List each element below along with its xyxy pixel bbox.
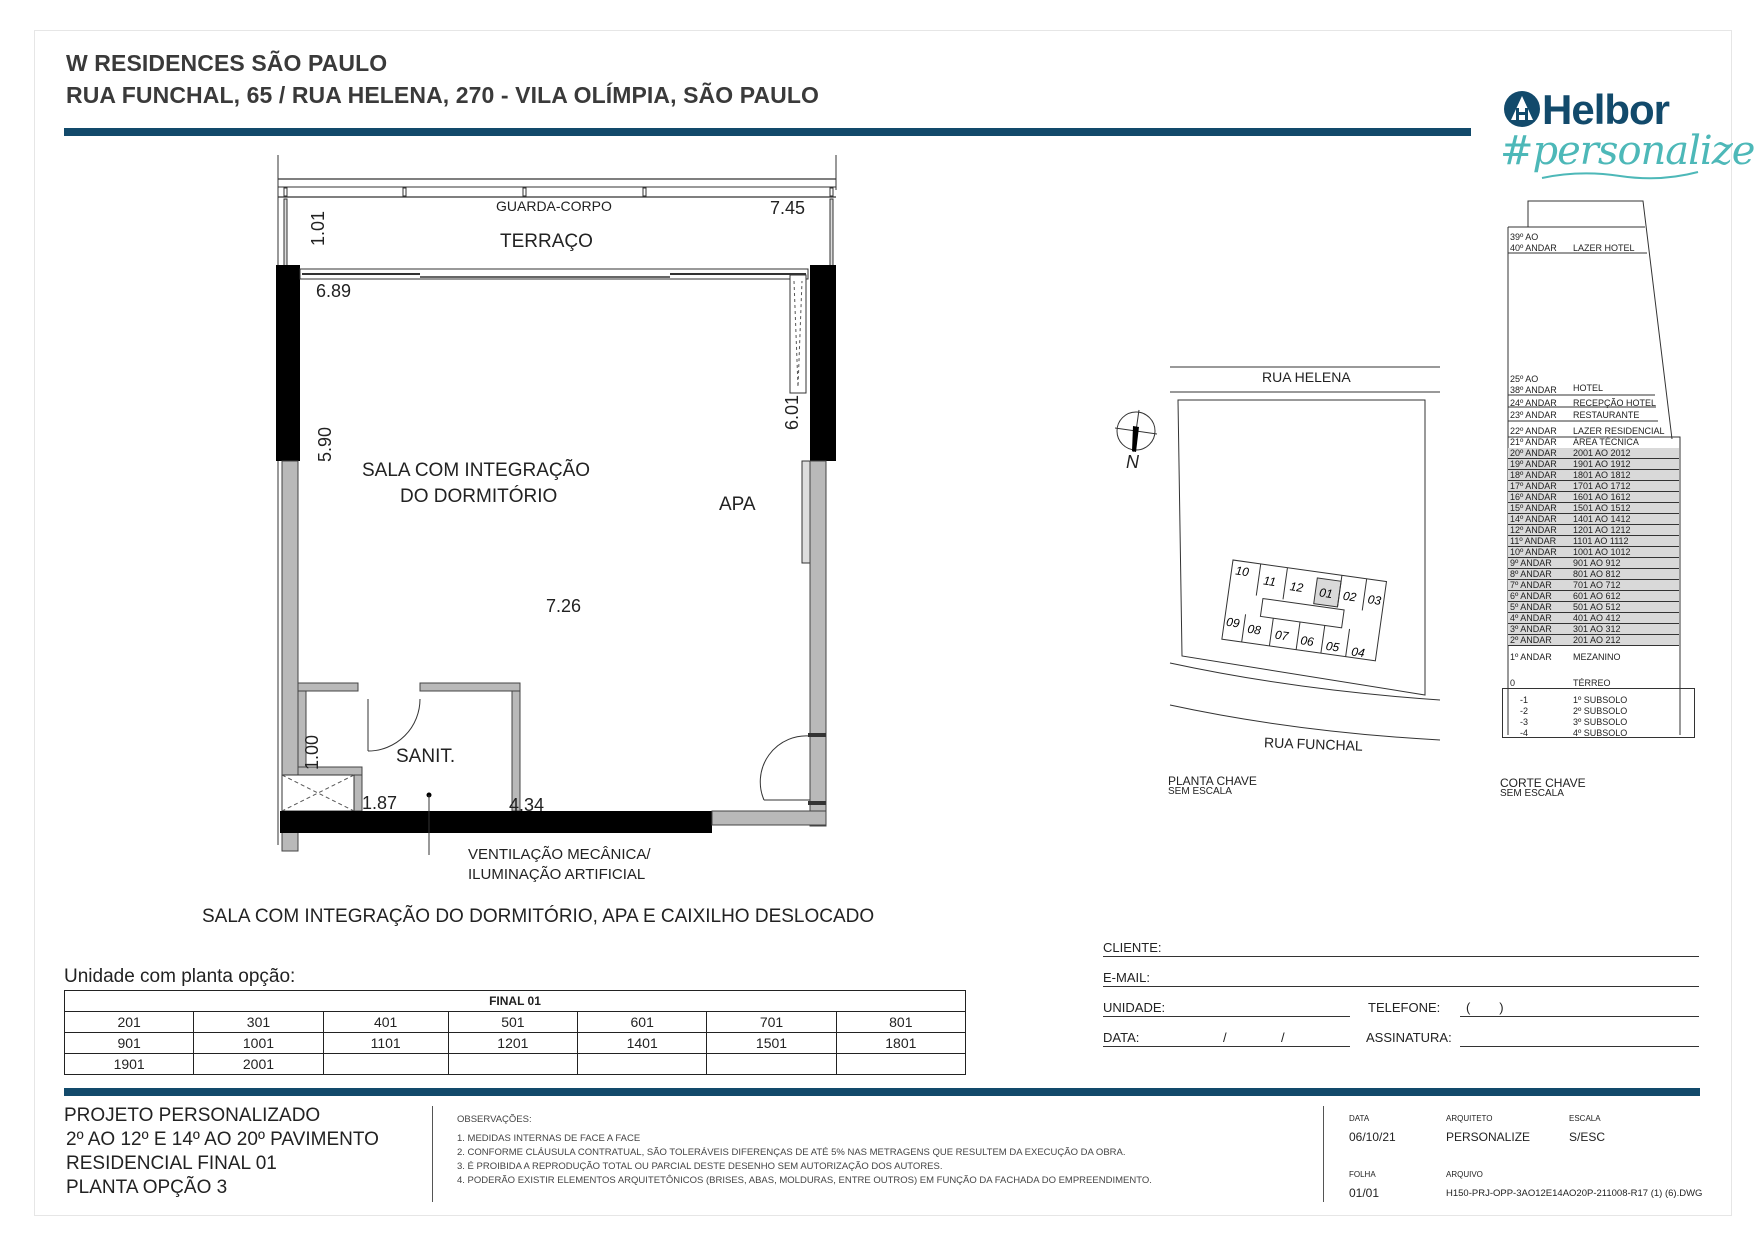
north-label: N — [1126, 452, 1139, 472]
project-line-2: 2º AO 12º E 14º AO 20º PAVIMENTO — [66, 1129, 379, 1150]
floor-1: 1º ANDAR — [1510, 652, 1552, 662]
svg-text:06: 06 — [1299, 633, 1315, 649]
use-recepcao-hotel: RECEPÇÃO HOTEL — [1573, 398, 1657, 408]
dim-sanit-width: 1.87 — [362, 793, 398, 813]
cliente-label: CLIENTE: — [1103, 940, 1162, 955]
svg-text:11: 11 — [1262, 573, 1277, 590]
brand-tagline: #personalize — [1500, 128, 1755, 174]
floor-row: 3º ANDAR 301 AO 312 — [1508, 624, 1679, 635]
unit-cell: 501 — [448, 1012, 577, 1033]
dim-terrace-width: 7.45 — [770, 198, 806, 218]
telefone-field[interactable] — [1460, 1016, 1699, 1017]
floor-b1: -1 — [1520, 695, 1529, 705]
floor-22: 22º ANDAR — [1510, 426, 1557, 436]
dim-room-left: 5.90 — [315, 426, 335, 462]
data-sep-2: / — [1281, 1030, 1285, 1045]
floor-25-38-b: 38º ANDAR — [1510, 385, 1557, 395]
unit-cell: 201 — [65, 1012, 194, 1033]
project-address: RUA FUNCHAL, 65 / RUA HELENA, 270 - VILA OLÍMPIA, SÃO PAULO — [66, 82, 820, 108]
unit-cell: 1901 — [65, 1054, 194, 1075]
email-label: E-MAIL: — [1103, 970, 1150, 985]
floor-25-38: 25º AO — [1510, 374, 1539, 384]
key-section-subtitle: SEM ESCALA — [1500, 788, 1564, 799]
floor-row: 18º ANDAR 1801 AO 1812 — [1508, 470, 1679, 481]
unit-cell: 301 — [194, 1012, 323, 1033]
units-heading: Unidade com planta opção: — [64, 966, 296, 987]
units-table-header: FINAL 01 — [65, 991, 966, 1012]
label-terraco: TERRAÇO — [500, 231, 593, 252]
unit-cell: 1101 — [323, 1033, 448, 1054]
floor-b2: -2 — [1520, 706, 1529, 716]
header-divider — [64, 128, 1471, 136]
label-apa: APA — [719, 494, 756, 515]
svg-text:09: 09 — [1225, 614, 1241, 631]
arquivo-label: ARQUIVO — [1446, 1170, 1483, 1179]
floor-row: 17º ANDAR 1701 AO 1712 — [1508, 481, 1679, 492]
floor-row: 10º ANDAR 1001 AO 1012 — [1508, 547, 1679, 558]
floor-row: 9º ANDAR 901 AO 912 — [1508, 558, 1679, 569]
data-label: DATA: — [1103, 1030, 1140, 1045]
floor-row: 19º ANDAR 1901 AO 1912 — [1508, 459, 1679, 470]
key-section-title: CORTE CHAVE — [1500, 776, 1586, 790]
floor-row: 15º ANDAR 1501 AO 1512 — [1508, 503, 1679, 514]
use-terreo: TÉRREO — [1573, 678, 1611, 688]
svg-text:03: 03 — [1366, 592, 1383, 608]
label-guarda-corpo: GUARDA-CORPO — [496, 198, 612, 214]
helbor-house-icon — [1503, 90, 1541, 128]
floor-0: 0 — [1510, 678, 1516, 688]
floor-row: 2º ANDAR 201 AO 212 — [1508, 635, 1679, 646]
table-row — [65, 1012, 966, 1033]
use-area-tecnica: ÁREA TÉCNICA — [1573, 437, 1639, 447]
use-b4: 4º SUBSOLO — [1573, 728, 1628, 738]
dim-bottom-wall: 4.34 — [509, 795, 545, 815]
unit-cell: 1401 — [578, 1033, 707, 1054]
footer-separator-1 — [432, 1106, 433, 1202]
svg-text:02: 02 — [1342, 588, 1358, 605]
brand-name: Helbor — [1542, 86, 1670, 133]
label-sala-line2: DO DORMITÓRIO — [400, 486, 558, 507]
dim-sanit-height: 1.00 — [302, 734, 322, 770]
key-plan-drawing — [1115, 360, 1445, 780]
arquiteto-label: ARQUITETO — [1446, 1114, 1493, 1123]
street-rua-funchal: RUA FUNCHAL — [1263, 734, 1364, 754]
floor-b4: -4 — [1520, 728, 1529, 738]
floor-23: 23º ANDAR — [1510, 410, 1557, 420]
unit-cell: 801 — [836, 1012, 965, 1033]
tagline-swash — [1540, 168, 1700, 182]
svg-text:08: 08 — [1246, 621, 1262, 638]
table-row — [65, 1033, 966, 1054]
data-meta-value: 06/10/21 — [1349, 1130, 1396, 1144]
use-b3: 3º SUBSOLO — [1573, 717, 1628, 727]
floor-b3: -3 — [1520, 717, 1529, 727]
unit-cell: 1001 — [194, 1033, 323, 1054]
email-field[interactable] — [1103, 986, 1699, 987]
use-mezanino: MEZANINO — [1573, 652, 1621, 662]
unit-cell: 701 — [707, 1012, 836, 1033]
label-ventilation-2: ILUMINAÇÃO ARTIFICIAL — [468, 866, 646, 883]
svg-text:01: 01 — [1318, 585, 1334, 602]
unit-cell — [448, 1054, 577, 1075]
assinatura-field[interactable] — [1460, 1046, 1699, 1047]
unit-cell — [578, 1054, 707, 1075]
label-sanit: SANIT. — [396, 746, 456, 767]
units-table — [64, 990, 966, 1075]
key-plan-subtitle: SEM ESCALA — [1168, 786, 1232, 797]
project-line-4: PLANTA OPÇÃO 3 — [66, 1177, 228, 1198]
floor-24: 24º ANDAR — [1510, 398, 1557, 408]
unidade-field[interactable] — [1103, 1016, 1350, 1017]
floor-plan-drawing — [270, 155, 850, 855]
escala-value: S/ESC — [1569, 1130, 1606, 1144]
project-line-1: PROJETO PERSONALIZADO — [64, 1105, 321, 1126]
table-row — [65, 1054, 966, 1075]
obs-2: 2. CONFORME CLÁUSULA CONTRATUAL, SÃO TOLERÁVEIS DIFERENÇAS DE ATÉ 5% NAS METRAGENS QUE RESULTEM DA EXECUÇÃO DA OBRA. — [457, 1147, 1126, 1158]
folha-value: 01/01 — [1349, 1186, 1380, 1200]
data-meta-label: DATA — [1349, 1114, 1370, 1123]
use-restaurante: RESTAURANTE — [1573, 410, 1640, 420]
unit-cell — [707, 1054, 836, 1075]
use-lazer-hotel: LAZER HOTEL — [1573, 243, 1635, 253]
dim-terrace-depth: 1.01 — [308, 210, 328, 246]
floor-39-40-b: 40º ANDAR — [1510, 243, 1557, 253]
footer-divider — [64, 1088, 1700, 1096]
svg-text:04: 04 — [1350, 644, 1366, 661]
data-field[interactable] — [1103, 1046, 1350, 1047]
floor-39-40: 39º AO — [1510, 232, 1539, 242]
obs-title: OBSERVAÇÕES: — [457, 1114, 532, 1125]
unit-cell: 1201 — [448, 1033, 577, 1054]
data-sep-1: / — [1223, 1030, 1227, 1045]
unit-cell — [836, 1054, 965, 1075]
svg-text:12: 12 — [1288, 579, 1305, 595]
svg-text:07: 07 — [1274, 627, 1290, 644]
label-ventilation-1: VENTILAÇÃO MECÂNICA/ — [468, 846, 651, 863]
dim-room-center: 7.26 — [546, 596, 582, 616]
assinatura-label: ASSINATURA: — [1366, 1030, 1452, 1045]
obs-1: 1. MEDIDAS INTERNAS DE FACE A FACE — [457, 1133, 641, 1144]
plan-caption: SALA COM INTEGRAÇÃO DO DORMITÓRIO, APA E CAIXILHO DESLOCADO — [202, 906, 875, 927]
arquiteto-value: PERSONALIZE — [1446, 1130, 1531, 1144]
floor-row: 12º ANDAR 1201 AO 1212 — [1508, 525, 1679, 536]
unit-cell — [323, 1054, 448, 1075]
obs-3: 3. É PROIBIDA A REPRODUÇÃO TOTAL OU PARCIAL DESTE DESENHO SEM AUTORIZAÇÃO DOS AUTORES. — [457, 1161, 943, 1172]
telefone-label: TELEFONE: — [1368, 1000, 1441, 1015]
project-title: W RESIDENCES SÃO PAULO — [66, 50, 388, 76]
floor-row: 14º ANDAR 1401 AO 1412 — [1508, 514, 1679, 525]
unidade-label: UNIDADE: — [1103, 1000, 1166, 1015]
floor-row: 16º ANDAR 1601 AO 1612 — [1508, 492, 1679, 503]
obs-4: 4. PODERÃO EXISTIR ELEMENTOS ARQUITETÔNICOS (BRISES, ABAS, MOLDURAS, ENTRE OUTROS) EM FUNÇÃO DA FACHADA DO EMPREENDIMENTO. — [457, 1175, 1152, 1186]
use-lazer-residencial: LAZER RESIDENCIAL — [1573, 426, 1665, 436]
unit-cell: 1501 — [707, 1033, 836, 1054]
use-hotel: HOTEL — [1573, 383, 1604, 393]
floor-row: 4º ANDAR 401 AO 412 — [1508, 613, 1679, 624]
street-rua-helena: RUA HELENA — [1262, 369, 1351, 385]
use-b2: 2º SUBSOLO — [1573, 706, 1628, 716]
floor-row: 7º ANDAR 701 AO 712 — [1508, 580, 1679, 591]
floor-row: 20º ANDAR 2001 AO 2012 — [1508, 448, 1679, 459]
dim-room-top: 6.89 — [316, 281, 352, 301]
telefone-parens: ( ) — [1466, 1000, 1504, 1015]
cliente-field[interactable] — [1103, 956, 1699, 957]
floor-21: 21º ANDAR — [1510, 437, 1557, 447]
floor-row: 11º ANDAR 1101 AO 1112 — [1508, 536, 1679, 547]
svg-text:05: 05 — [1324, 638, 1341, 655]
unit-cell: 2001 — [194, 1054, 323, 1075]
floor-row: 6º ANDAR 601 AO 612 — [1508, 591, 1679, 602]
folha-label: FOLHA — [1349, 1170, 1376, 1179]
floor-row: 5º ANDAR 501 AO 512 — [1508, 602, 1679, 613]
unit-cell: 401 — [323, 1012, 448, 1033]
use-b1: 1º SUBSOLO — [1573, 695, 1628, 705]
floor-row: 8º ANDAR 801 AO 812 — [1508, 569, 1679, 580]
dim-room-right: 6.01 — [782, 394, 802, 430]
svg-text:10: 10 — [1234, 563, 1250, 580]
label-sala-line1: SALA COM INTEGRAÇÃO — [362, 460, 591, 481]
key-plan-title: PLANTA CHAVE — [1168, 774, 1257, 788]
arquivo-value: H150-PRJ-OPP-3AO12E14AO20P-211008-R17 (1) (6).DWG — [1446, 1188, 1703, 1199]
unit-cell: 901 — [65, 1033, 194, 1054]
project-line-3: RESIDENCIAL FINAL 01 — [66, 1153, 277, 1174]
unit-cell: 1801 — [836, 1033, 965, 1054]
unit-cell: 601 — [578, 1012, 707, 1033]
escala-label: ESCALA — [1569, 1114, 1601, 1123]
footer-separator-2 — [1323, 1106, 1324, 1202]
